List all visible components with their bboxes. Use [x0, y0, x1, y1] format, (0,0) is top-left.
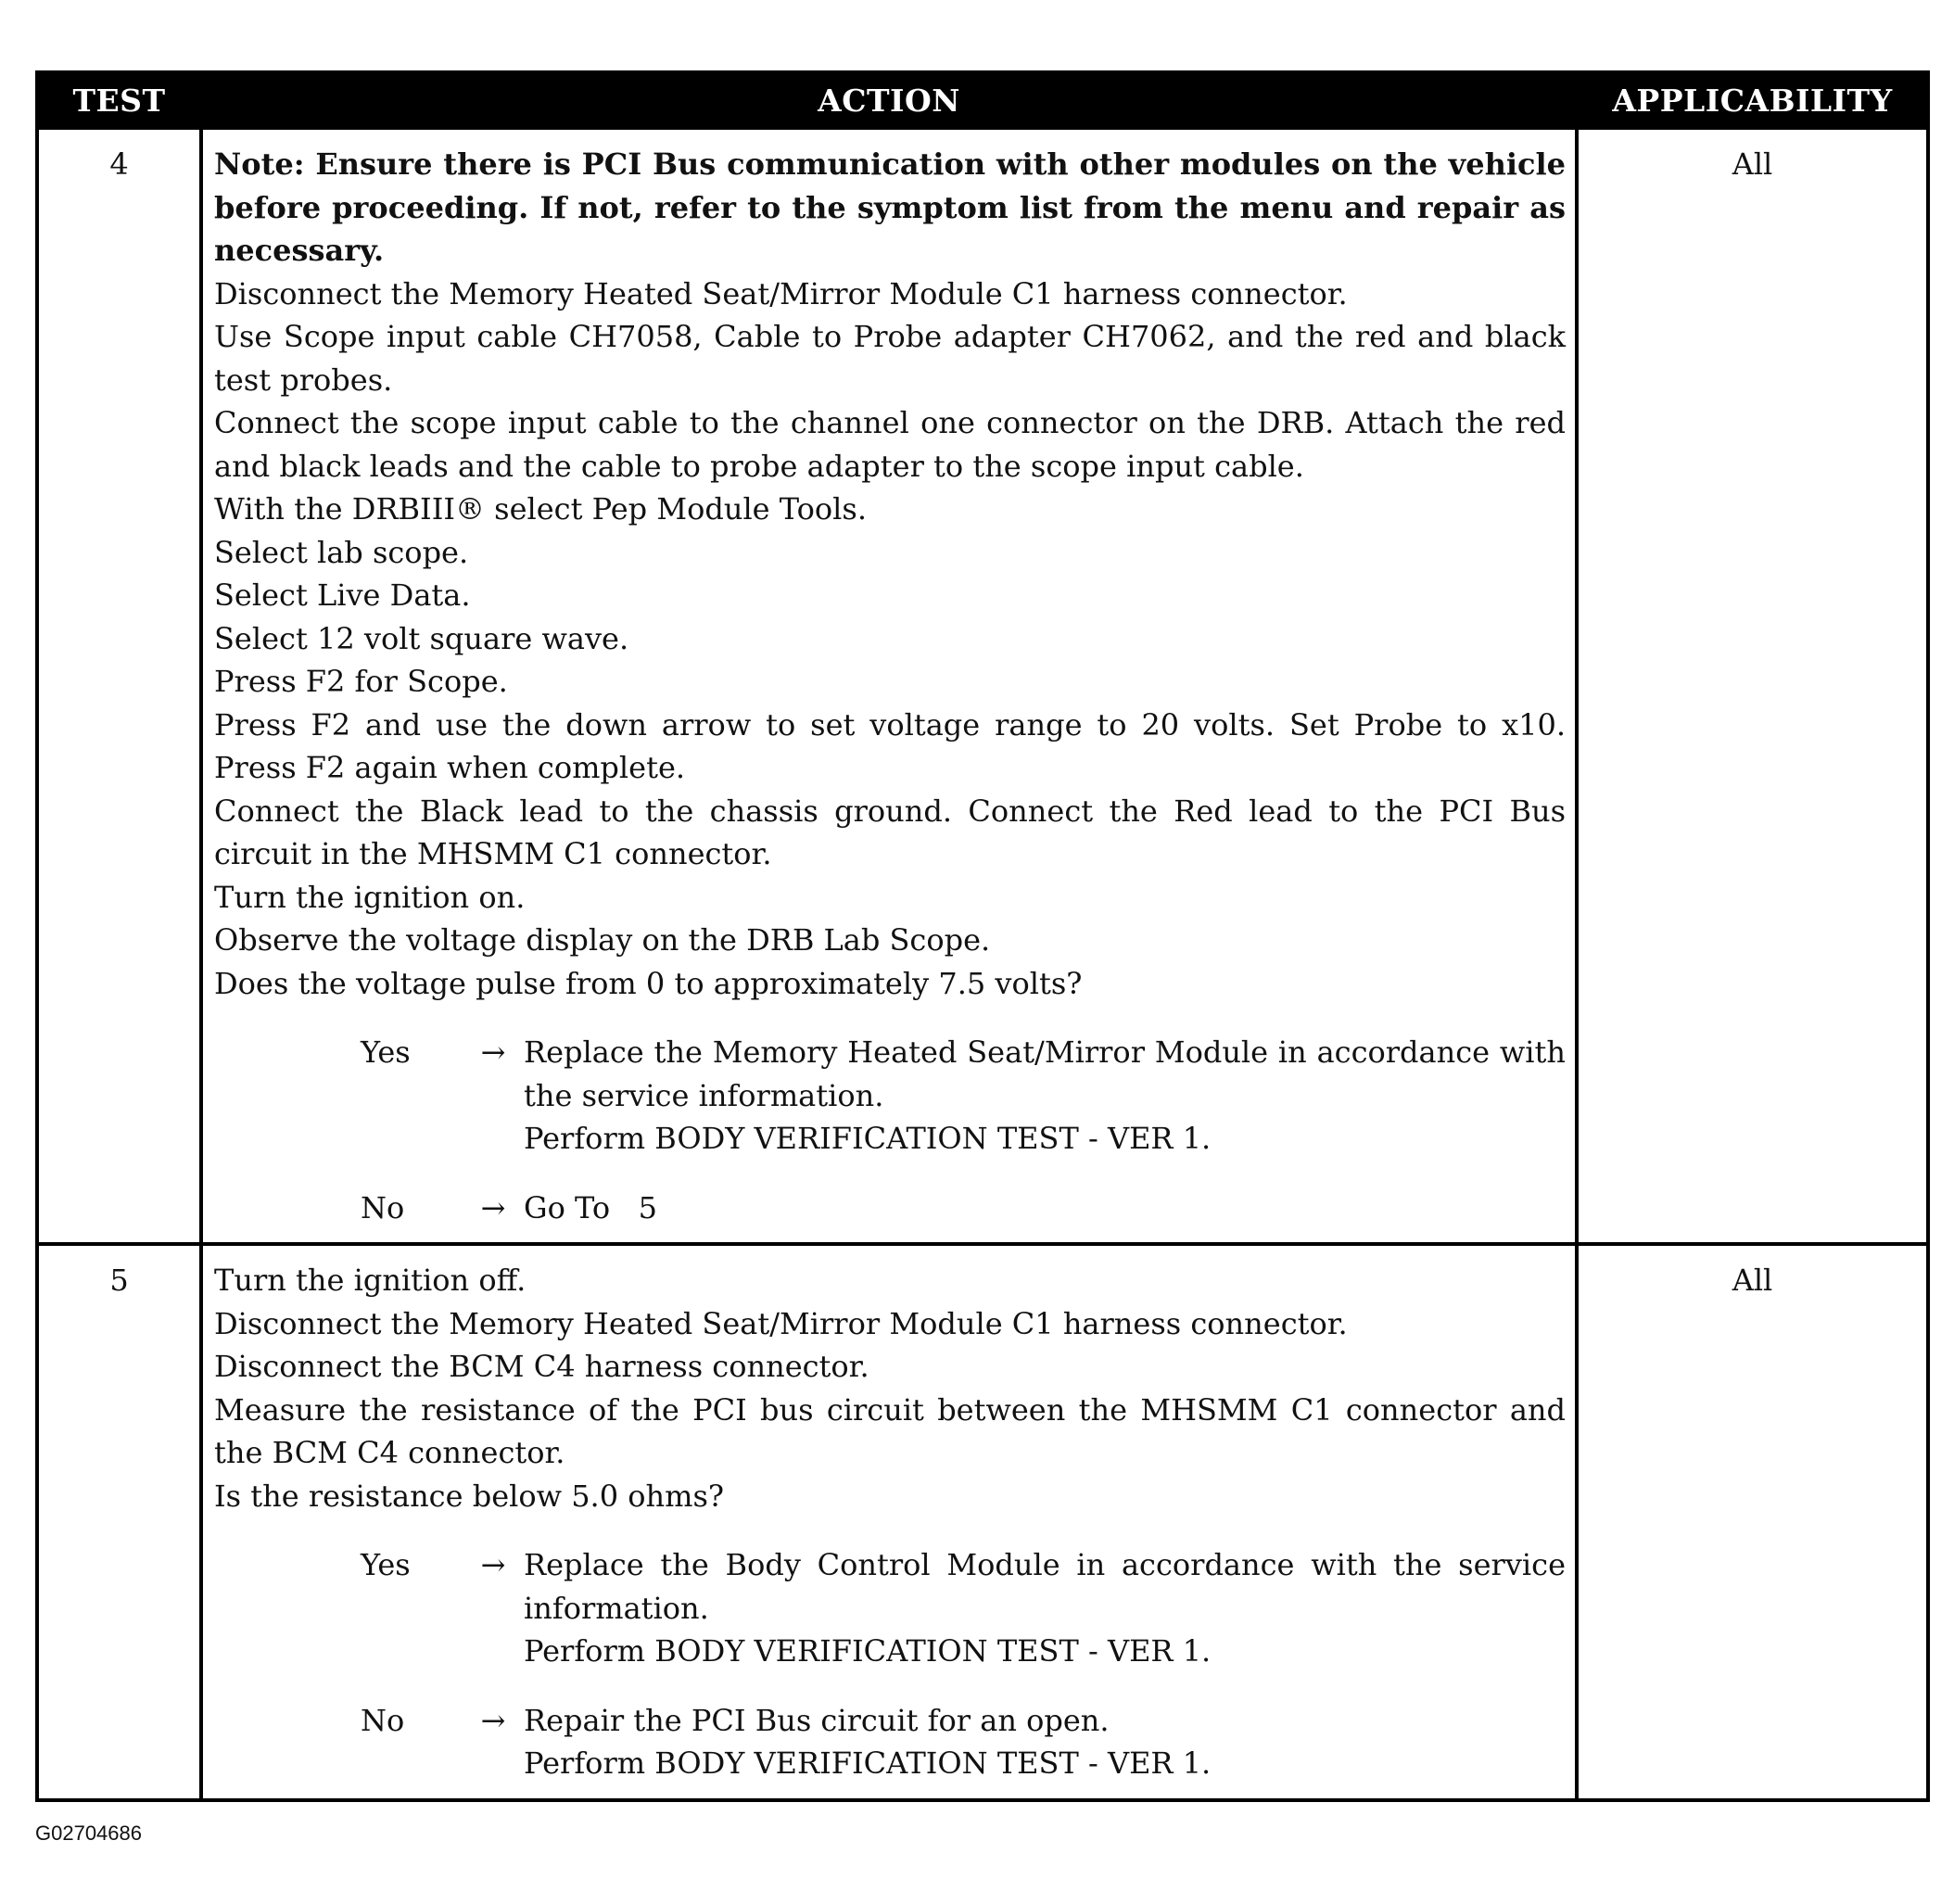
branch-line: Replace the Memory Heated Seat/Mirror Module in accordance with the service information.	[524, 1035, 1566, 1113]
arrow-right-icon: →	[480, 1035, 506, 1070]
branch-no	[361, 1699, 1566, 1785]
test-number: 4	[37, 128, 201, 1244]
step-text: Select 12 volt square wave.	[214, 620, 629, 656]
table-row	[37, 1244, 1928, 1800]
header-applicability: APPLICABILITY	[1577, 72, 1928, 128]
branch-label: Yes	[361, 1035, 411, 1070]
branch-yes	[361, 1543, 1566, 1673]
branch-label: No	[361, 1702, 405, 1738]
step-text: Select lab scope.	[214, 534, 469, 570]
step-text: Observe the voltage display on the DRB Lab Scope.	[214, 922, 991, 958]
branch-text	[524, 1699, 1566, 1785]
branch-line: Perform BODY VERIFICATION TEST - VER 1.	[524, 1633, 1212, 1669]
table-header-row	[37, 72, 1928, 128]
header-test: TEST	[37, 72, 201, 128]
branch-line: Go To 5	[524, 1189, 657, 1225]
step-text: Disconnect the BCM C4 harness connector.	[214, 1349, 869, 1384]
branch-text	[524, 1187, 1566, 1230]
test-number: 5	[37, 1244, 201, 1800]
step-text: Connect the scope input cable to the channel one connector on the DRB. Attach the red and black leads and the cable to probe adapter to the scope input cable.	[214, 405, 1566, 484]
branch-line: Repair the PCI Bus circuit for an open.	[524, 1702, 1110, 1738]
applicability-value: All	[1577, 1244, 1928, 1800]
branch-line: Perform BODY VERIFICATION TEST - VER 1.	[524, 1121, 1212, 1156]
header-action: ACTION	[201, 72, 1577, 128]
arrow-right-icon: →	[480, 1189, 506, 1225]
action-cell	[201, 1244, 1577, 1800]
step-text: Connect the Black lead to the chassis ground. Connect the Red lead to the PCI Bus circuit in the MHSMM C1 connector.	[214, 793, 1566, 871]
figure-id: G02704686	[35, 1821, 142, 1845]
action-cell	[201, 128, 1577, 1244]
step-text: Press F2 for Scope.	[214, 664, 508, 699]
step-text: Select Live Data.	[214, 578, 471, 613]
arrow-right-icon: →	[480, 1702, 506, 1738]
applicability-value: All	[1577, 128, 1928, 1244]
branch-label: No	[361, 1189, 405, 1225]
step-text: Turn the ignition off.	[214, 1263, 527, 1298]
diagnostic-test-table	[35, 70, 1930, 1802]
question-text: Does the voltage pulse from 0 to approximately 7.5 volts?	[214, 965, 1083, 1001]
branch-yes	[361, 1031, 1566, 1161]
branch-line: Perform BODY VERIFICATION TEST - VER 1.	[524, 1745, 1212, 1781]
branch-no	[361, 1187, 1566, 1230]
note-text: Note: Ensure there is PCI Bus communication with other modules on the vehicle before proceeding. If not, refer to the symptom list from the menu and repair as necessary.	[214, 146, 1566, 268]
branch-text	[524, 1031, 1566, 1161]
step-text: With the DRBIII® select Pep Module Tools.	[214, 491, 867, 527]
step-text: Disconnect the Memory Heated Seat/Mirror Module C1 harness connector.	[214, 1305, 1348, 1341]
table-row	[37, 128, 1928, 1244]
step-text: Disconnect the Memory Heated Seat/Mirror Module C1 harness connector.	[214, 275, 1348, 311]
step-text: Press F2 and use the down arrow to set voltage range to 20 volts. Set Probe to x10. Press F2 again when complete.	[214, 706, 1566, 785]
step-text: Turn the ignition on.	[214, 879, 526, 915]
arrow-right-icon: →	[480, 1547, 506, 1582]
step-text: Use Scope input cable CH7058, Cable to Probe adapter CH7062, and the red and black test probes.	[214, 319, 1566, 398]
branch-label: Yes	[361, 1547, 411, 1582]
question-text: Is the resistance below 5.0 ohms?	[214, 1478, 725, 1514]
step-text: Measure the resistance of the PCI bus circuit between the MHSMM C1 connector and the BCM C4 connector.	[214, 1391, 1566, 1470]
branch-text	[524, 1543, 1566, 1673]
branch-line: Replace the Body Control Module in accordance with the service information.	[524, 1547, 1566, 1626]
